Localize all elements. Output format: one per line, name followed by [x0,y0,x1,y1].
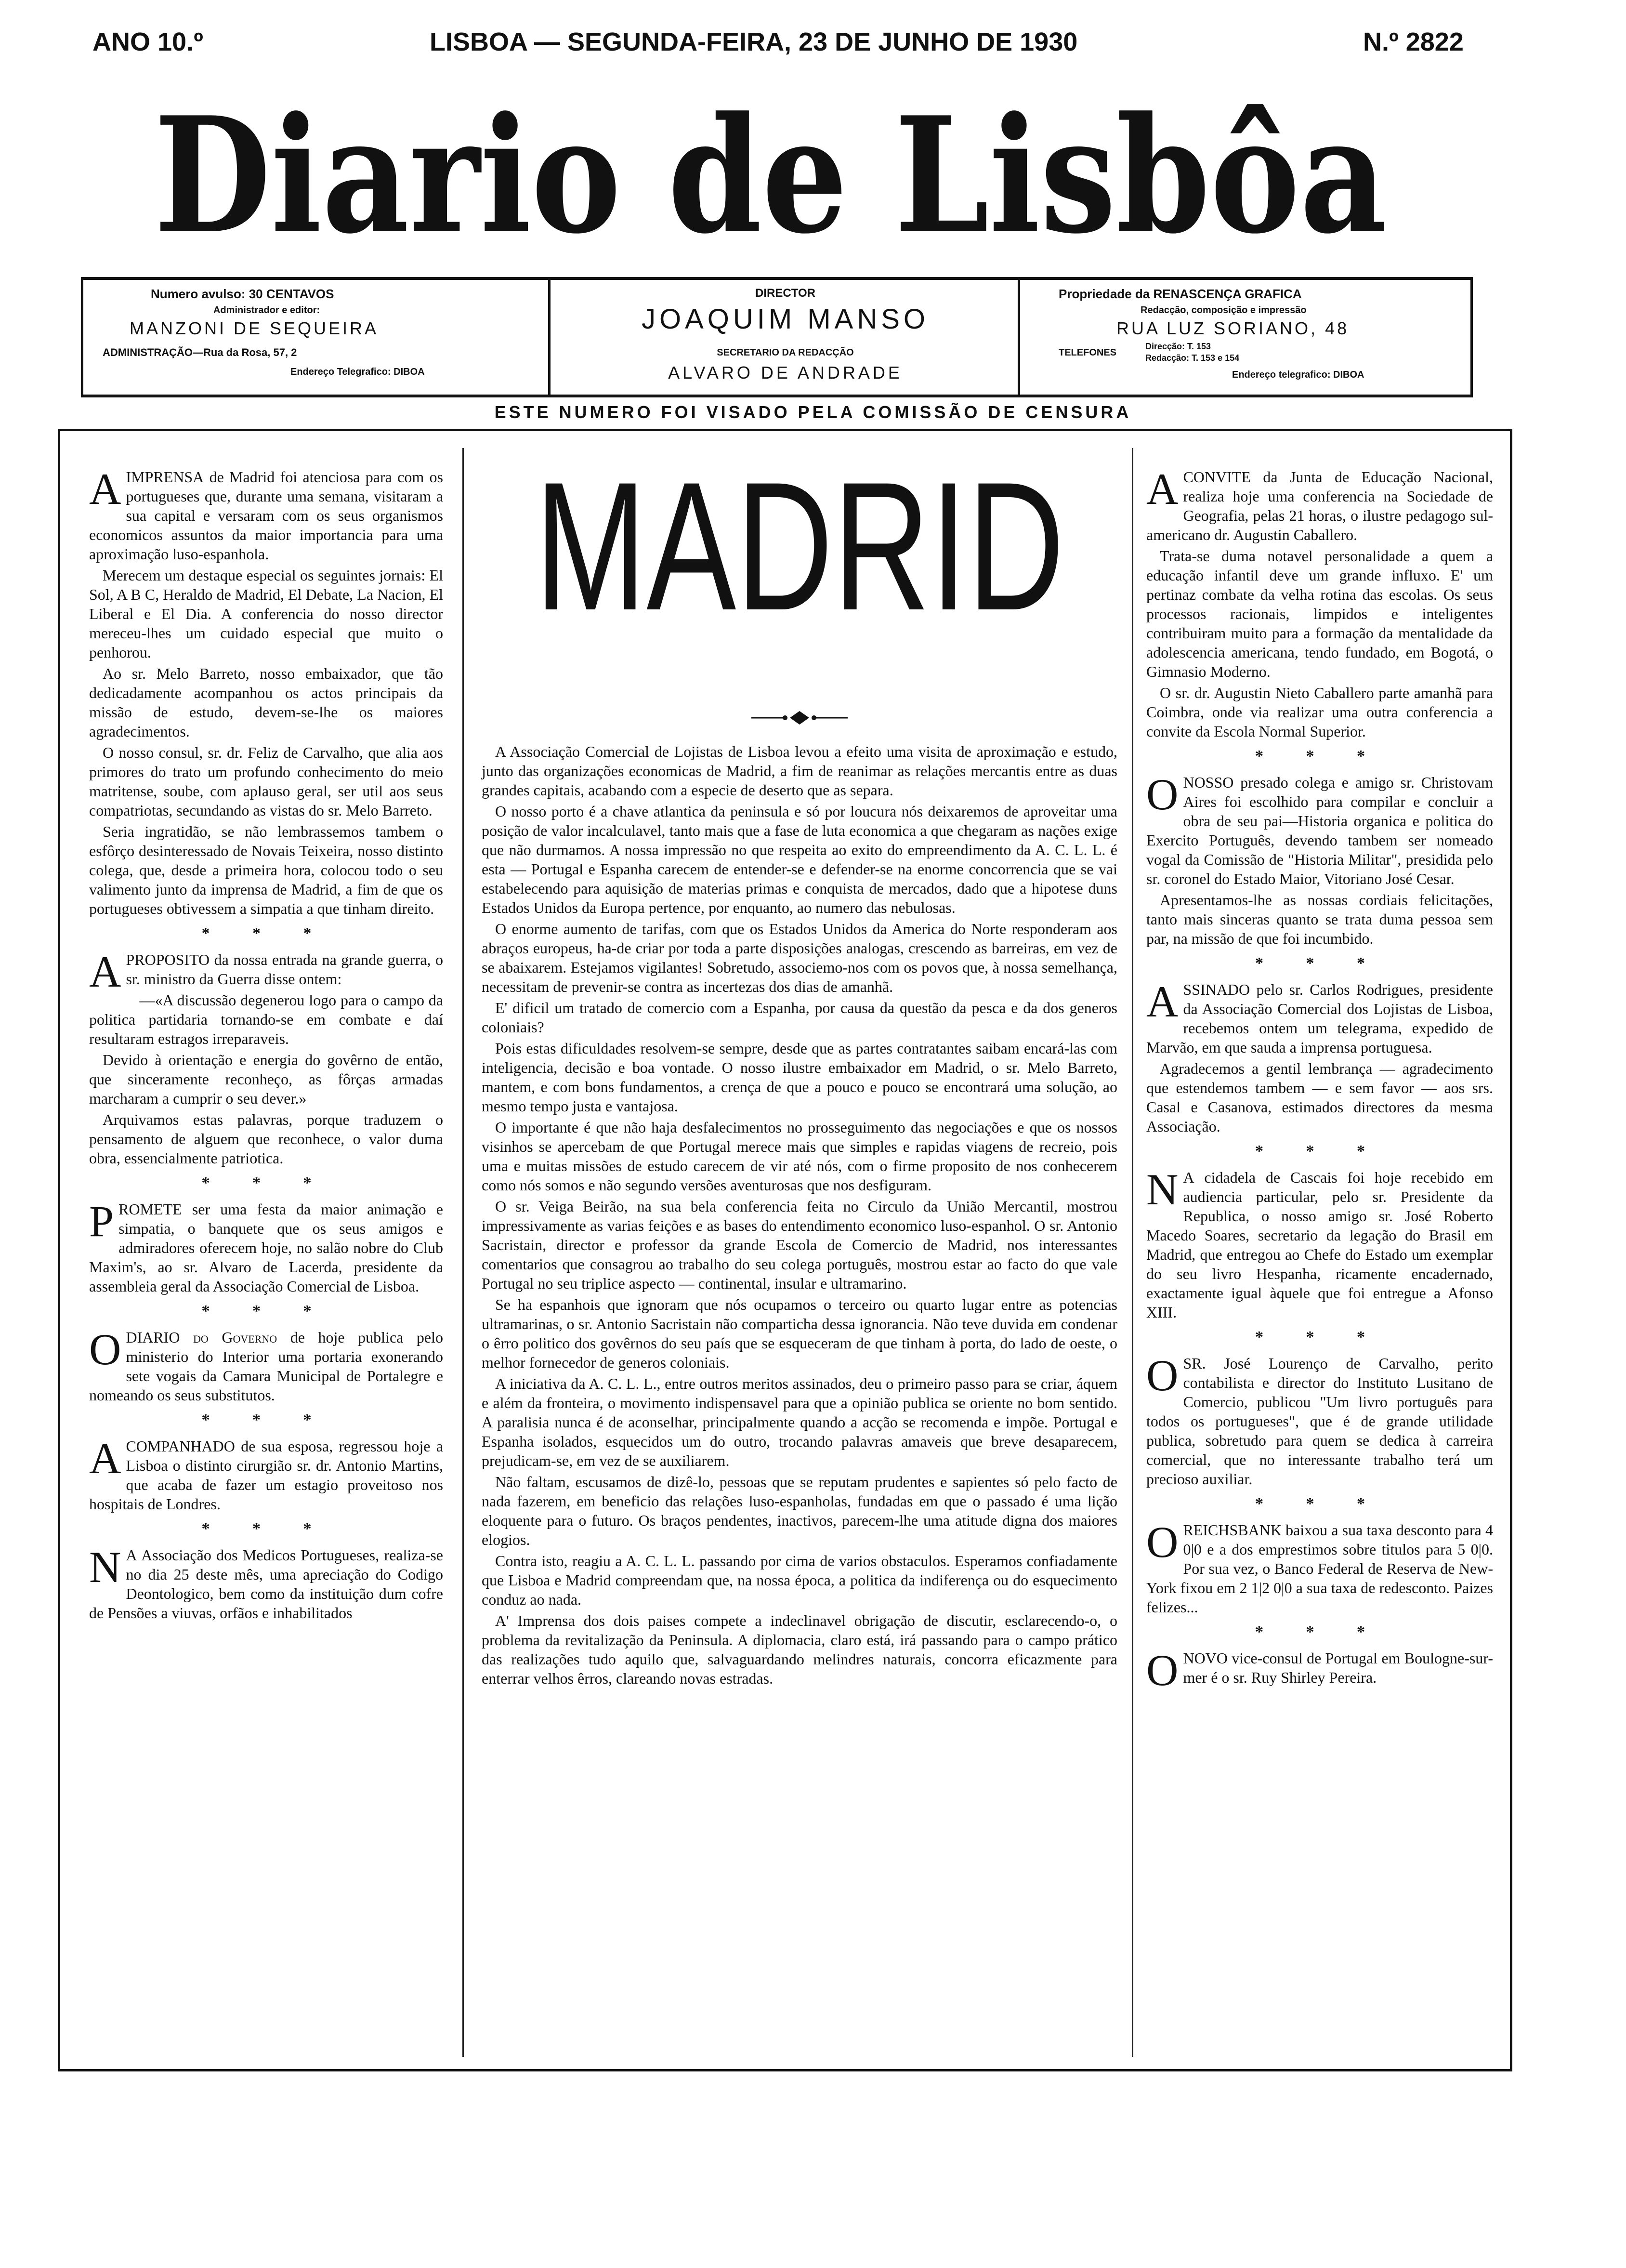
column-rule-left [462,448,464,2057]
admin-label: Administrador e editor: [213,305,320,316]
paragraph-text: de hoje publica pelo ministerio do Interior uma portaria exonerando sete vogais da Camara Municipal de Portalegre e nomeando os seus substitutos. [89,1329,444,1404]
property-box [1020,280,1473,395]
right-article [1146,464,1494,741]
paragraph: Ao sr. Melo Barreto, nosso embaixador, que tão dedicadamente acompanhou os actos principais da missão de estudo, devem-se-lhe os maiores agradecimentos. [89,665,443,740]
drop-cap: O [1146,1646,1179,1695]
right-column [1146,464,1494,1695]
address: RUA LUZ SORIANO, 48 [1116,318,1350,338]
paragraph [89,947,444,996]
left-article [89,947,444,1168]
drop-cap: P [89,1197,114,1246]
masthead-title: Diario de Lisbôa [154,82,1387,269]
dateline-bar [0,27,1626,70]
separator-stars: * * * [1255,1142,1384,1160]
admin-telegraph: Endereço Telegrafico: DIBOA [290,367,425,377]
lead-word: REICHSBANK [1183,1521,1282,1539]
paragraph-text: pelo sr. Carlos Rodrigues, presidente da Associação Comercial dos Lojistas de Lisboa, recebemos ontem um telegrama, expedido de Marvão, em que sauda a imprensa portuguesa. [1146,981,1494,1056]
paragraph [1146,1165,1494,1322]
ornament-icon [751,708,848,727]
masthead [144,72,1397,275]
paragraph: Trata-se duma notavel personalidade a quem a educação infantil deve um grande influxo. E' um pertinaz combate da velha rotina das escolas. Os seus processos racionais, limpidos e inteligentes contribuiram muito para a formação da mentalidade da adolescencia americana, tendo fundado, em Bogotá, o Gimnasio Moderno. [1146,547,1493,680]
lead-word: A [126,1546,137,1564]
drop-cap: O [1146,1351,1179,1400]
center-paragraph: Se ha espanhois que ignoram que nós ocupamos o terceiro ou quarto lugar entre as potencias ultramarinas, o sr. Antonio Sacristain não comparticha dessa ignorancia. Não teve duvida em condenar o êrro politico dos govêrnos do seu país que se esqueceram de que tinham à porta, do lado de oeste, o melhor fornecedor de generos coloniais. [482,1296,1117,1371]
paragraph: Merecem um destaque especial os seguintes jornais: El Sol, A B C, Heraldo de Madrid, El Debate, La Nacion, El Liberal e El Dia. A conferencia do nosso director mereceu-lhes um cuidado especial que muito o penhorou. [89,567,443,661]
lead-word: A [1183,1169,1194,1186]
paragraph-text: vice-consul de Portugal em Boulogne-sur-mer é o sr. Ruy Shirley Pereira. [1183,1649,1494,1686]
paragraph [89,464,444,564]
paragraph [1146,464,1494,544]
paragraph-text: de sua esposa, regressou hoje a Lisboa o distinto cirurgião sr. dr. Antonio Martins, que acaba de fazer um estagio proveitoso nos hospitais de Londres. [89,1437,444,1513]
paragraph [1146,977,1494,1057]
right-article [1146,977,1494,1136]
center-paragraph: Não faltam, escusamos de dizê-lo, pessoas que se reputam prudentes e sapientes só pelo facto de nada fazerem, em beneficio das relações luso-espanholas, fundadas em que o passado é uma lição eloquente para o futuro. Os braços pendentes, inactivos, parecem-lhe uma atitude digna dos maiores elogios. [482,1473,1117,1548]
right-article [1146,1646,1494,1695]
lead-word: CONVITE [1183,468,1251,486]
separator-stars: * * * [201,1411,331,1429]
paragraph [89,1197,444,1296]
paragraph: Apresentamos-lhe as nossas cordiais felicitações, tanto mais sinceras quanto se trata duma pessoa sem par, na missão de que foi incumbido. [1146,891,1493,947]
separator-stars: * * * [1255,747,1384,765]
paragraph: O nosso consul, sr. dr. Feliz de Carvalho, que alia aos primores do trato um profundo conhecimento do meio matritense, soube, com aplauso geral, ser util aos seus compatriotas, secundando as vistas do sr. Melo Barreto. [89,744,443,819]
paragraph-text: José Lourenço de Carvalho, perito contabilista e director do Instituto Lusitano de Comercio, publicou "Um livro português para todos os portugueses", que é de grande utilidade publica, sobretudo para quem se dedica à carreira comercial, que no interessante trabalho terá um precioso auxiliar. [1146,1355,1494,1488]
left-article [89,1545,443,1622]
secretary-name: ALVARO DE ANDRADE [668,363,903,382]
separator-stars: * * * [201,1520,331,1538]
paragraph: Agradecemos a gentil lembrança — agradecimento que estendemos tambem — e sem favor — aos srs. Casal e Casanova, estimados directores da mesma Associação. [1146,1060,1493,1135]
right-article [1146,1517,1494,1617]
paragraph [1146,1646,1494,1695]
paragraph-text: ser uma festa da maior animação e simpatia, o banquete que os seus amigos e admiradores oferecem hoje, no salão nobre do Club Maxim's, ao sr. Alvaro de Lacerda, presidente da assembleia geral da Associação Comercial de Lisboa. [89,1200,444,1295]
paragraph: Seria ingratidão, se não lembrassemos tambem o esfôrço desinteressado de Novais Teixeira, nosso distinto colega, que, desde a primeira hora, colocou todo o seu valimento junto da imprensa de Madrid, a fim de que os portugueses obtivessem a simpatia a que tinham direito. [89,823,443,917]
lead-word: NOVO [1183,1649,1228,1667]
director-label: DIRECTOR [755,287,815,300]
director-box [548,280,1020,395]
separator-stars: * * * [201,1302,331,1320]
paragraph [89,1545,443,1622]
drop-cap: A [1146,464,1179,514]
main-title: MADRID [535,450,1064,624]
separator-stars: * * * [1255,1623,1384,1641]
drop-cap: A [1146,977,1179,1026]
lead-word: SSINADO [1183,981,1250,998]
drop-cap: O [1146,1517,1179,1567]
separator-stars: * * * [1255,1495,1384,1513]
paragraph-text: da Junta de Educação Nacional, realiza hoje uma conferencia na Sociedade de Geografia, pelas 21 horas, o ilustre pedagogo sul-americano dr. Augustin Caballero. [1146,468,1494,543]
center-paragraph: O sr. Veiga Beirão, na sua bela conferencia feita no Circulo da União Mercantil, mostrou impressivamente as varias feições e as bases do entendimento economico luso-espanhol. O sr. Antonio Sacristain, director e professor da grande Escola de Comercio de Madrid, nos interessantes comentarios que consagrou ao trabalho do seu colega português, mostrou estar ao facto do que vale Portugal no seu triplice aspecto — continental, insular e ultramarino. [482,1198,1117,1292]
paragraph-text: da nossa entrada na grande guerra, o sr. ministro da Guerra disse ontem: [126,951,444,988]
drop-cap: A [89,1434,121,1483]
administration-box [81,280,548,395]
paragraph [1146,1351,1494,1489]
left-article [89,464,444,918]
paragraph: —«A discussão degenerou logo para o campo da politica partidaria tornando-se em combate e daí resultaram estragos irreparaveis. [89,991,443,1047]
separator-stars: * * * [201,1174,331,1192]
lead-word: IMPRENSA [126,468,204,486]
censor-notice: ESTE NUMERO FOI VISADO PELA COMISSÃO DE CENSURA [494,402,1132,422]
owner: Propriedade da RENASCENÇA GRAFICA [1059,287,1302,301]
main-headline [482,450,1117,624]
drop-cap: O [89,1325,121,1374]
separator-stars: * * * [201,924,331,942]
lead-word: SR. [1183,1355,1206,1372]
admin-name: MANZONI DE SEQUEIRA [130,318,379,338]
left-column [89,464,444,1628]
issue-number: N.º 2822 [1363,27,1464,56]
left-article [89,1325,444,1405]
paragraph-text: presado colega e amigo sr. Christovam Aires foi escolhido para compilar e concluir a obra de seu pai—Historia organica e politica do Exercito Português, devendo tambem ser nomeado vogal da Comissão de "Historia Militar", presidida pelo sr. coronel do Estado Maior, Vitoriano José Cesar. [1146,774,1494,887]
right-article [1146,770,1494,948]
center-paragraph: O nosso porto é a chave atlantica da peninsula e só por loucura nós deixaremos de aproveitar uma posição de valor incalculavel, tanto mais que a fase de luta economica a que chegaram as nações exige que não durmamos. A nossa impressão no que respeita ao exito do empreendimento da A. C. L. L. é esta — Portugal e Espanha carecem de entender-se e defender-se na enorme concorrencia que se vai estabelecendo para aquisição de materias primas e conquista de mercados, dado que a hipotese duns Estados Unidos da Europa pertence, por enquanto, ao numero das nebulosas. [482,803,1117,916]
drop-cap: N [89,1543,121,1592]
center-paragraph: Contra isto, reagiu a A. C. L. L. passando por cima de varios obstaculos. Esperamos confiadamente que Lisboa e Madrid compreendam que, na nossa época, a politica da indiferença ou do esquecimento conduz ao nada. [482,1552,1117,1608]
center-paragraph: E' dificil um tratado de comercio com a Espanha, por causa da questão da pesca e da dos generos coloniais? [482,999,1117,1036]
separator-stars: * * * [1255,1328,1384,1346]
price: Numero avulso: 30 CENTAVOS [151,287,334,301]
column-rule-right [1132,448,1133,2057]
drop-cap: A [89,464,121,514]
left-article [89,1434,444,1514]
info-bar [81,277,1473,397]
separator-stars: * * * [1255,954,1384,972]
paragraph-text: cidadela de Cascais foi hoje recebido em audiencia particular, pelo sr. Presidente da Republica, o nosso amigo sr. José Roberto Macedo Soares, secretario da legação do Brasil em Madrid, que entregou ao Chefe do Estado um exemplar do seu livro Hespanha, ricamente encadernado, exactamente igual àquele que foi entregue a Afonso XIII. [1146,1169,1494,1321]
services: Redacção, composição e impressão [1141,305,1307,316]
right-article [1146,1165,1494,1322]
left-article [89,1197,444,1296]
paragraph [1146,1517,1494,1617]
center-paragraph: A iniciativa da A. C. L. L., entre outros meritos assinados, deu o primeiro passo para se criar, áquem e além da fronteira, o movimento indispensavel para que a opinião publica se oriente no bom sentido. A paralisia nunca é de aconselhar, principalmente quando a acção se recomenda e impõe. Portugal e Espanha isolados, esquecidos um do outro, trocando palavras amaveis que breve desaparecem, prejudicam-se, em vez de se auxiliarem. [482,1375,1117,1469]
admin-address: ADMINISTRAÇÃO—Rua da Rosa, 57, 2 [103,346,297,358]
drop-cap: O [1146,770,1179,819]
right-telegraph: Endereço telegrafico: DIBOA [1232,369,1364,380]
dateline: LISBOA — SEGUNDA-FEIRA, 23 DE JUNHO DE 1930 [430,27,1078,56]
lead-word: PROPOSITO [126,951,210,968]
paragraph [89,1434,444,1514]
paragraph [1146,770,1494,888]
right-article [1146,1351,1494,1489]
phone-redaction: Redacção: T. 153 e 154 [1145,353,1240,363]
director-name: JOAQUIM MANSO [641,303,930,335]
secretary-label: SECRETARIO DA REDACÇÃO [717,347,854,358]
drop-cap: N [1146,1165,1179,1214]
phone-direction: Direcção: T. 153 [1145,342,1211,351]
paragraph: Devido à orientação e energia do govêrno de então, que sinceramente reconheço, as fôrças armadas marcharam a cumprir o seu dever.» [89,1051,443,1107]
center-paragraph: O enorme aumento de tarifas, com que os Estados Unidos da America do Norte responderam aos abraços europeus, ha-de criar por toda a parte disposições analogas, crescendo as barreiras, em vez de se abaixarem. Estejamos vigilantes! Sobretudo, associemo-nos com os povos que, à nossa semelhança, necessitam de prevenir-se contra as incertezas dos dias de amanhã. [482,920,1117,995]
paragraph: Arquivamos estas palavras, porque traduzem o pensamento de alguem que reconhece, o valor duma obra, essencialmente patriotica. [89,1111,443,1167]
lead-word: NOSSO [1183,774,1234,791]
paragraph: O sr. dr. Augustin Nieto Caballero parte amanhã para Coimbra, onde via realizar uma outra conferencia a convite da Escola Normal Superior. [1146,684,1493,740]
paragraph-text: de Madrid foi atenciosa para com os portugueses que, durante uma semana, visitaram a sua capital e versaram com os seus organismos economicos assuntos da maior importancia para uma aproximação luso-espanhola. [89,468,444,563]
phones-label: TELEFONES [1059,347,1117,358]
center-paragraph: O importante é que não haja desfalecimentos no prosseguimento das negociações e que os nossos visinhos se apercebam de que Portugal merece mais que simples e rapidas viagens de recreio, pois uma e muitas missões de estudo carecem de vir até nós, com o firme proposito de nos conhecerem como nós somos e não segundo versões aventurosas que nos desfiguram. [482,1119,1117,1194]
paragraph-text: Associação dos Medicos Portugueses, realiza-se no dia 25 deste mês, uma apreciação do Codigo Deontologico, bem como da instituição dum cofre de Pensões a viuvas, orfãos e inhabilitados [89,1546,444,1622]
paragraph-text: baixou a sua taxa desconto para 4 0|0 e a dos emprestimos sobre titulos para 5 0|0. Por sua vez, o Banco Federal de Reserva de New-York fixou em 2 1|2 0|0 a sua taxa de redesconto. Paizes felizes... [1146,1521,1494,1616]
drop-cap: A [89,947,121,996]
center-paragraph: A' Imprensa dos dois paises compete a indeclinavel obrigação de discutir, esclarecendo-o, o problema da revitalização da Peninsula. A diplomacia, claro está, irá passando para o campo prático das realizações tudo aquilo que, salvaguardando melindres naturais, concorra eficazmente para enterrar velhos êrros, clareando novas estradas. [482,1612,1117,1687]
lead-word: DIARIO do Governo [126,1329,277,1346]
lead-word: ROMETE [118,1200,182,1218]
center-paragraph: Pois estas dificuldades resolvem-se sempre, desde que as partes contratantes saibam encará-las com inteligencia, decisão e boa vontade. O nosso ilustre embaixador em Madrid, o sr. Melo Barreto, mantem, e com bons fundamentos, a crença de que a pouco e pouco se encontrará uma solução, ao mesmo tempo justa e vantajosa. [482,1040,1117,1115]
center-column [482,742,1117,1690]
center-paragraph: A Associação Comercial de Lojistas de Lisboa levou a efeito uma visita de aproximação e estudo, junto das organizações economicas de Madrid, a fim de reanimar as relações mercantis entre as duas grandes capitais, acabando com a especie de deserto que as separa. [482,743,1117,799]
lead-word: COMPANHADO [126,1437,235,1455]
paragraph [89,1325,444,1405]
year-label: ANO 10.º [92,27,203,56]
